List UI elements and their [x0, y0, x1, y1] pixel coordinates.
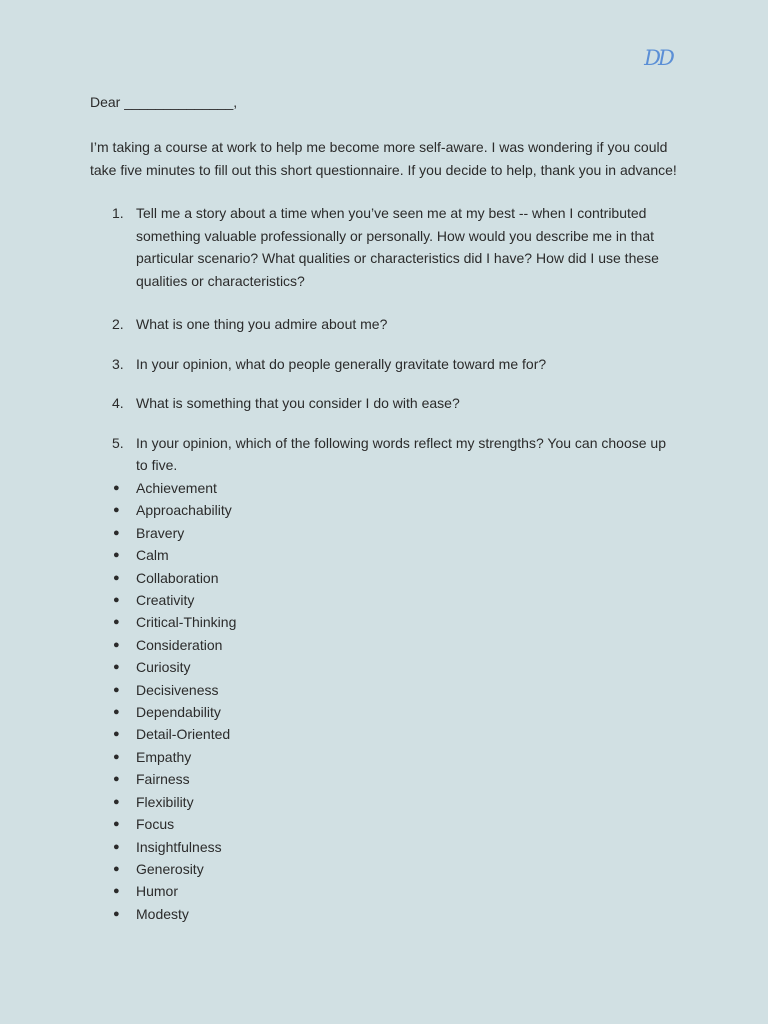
bullet-icon: ● — [113, 526, 120, 539]
question-number: 4. — [112, 395, 124, 411]
bullet-icon: ● — [113, 549, 120, 562]
question-text: Tell me a story about a time when you’ve seen me at my best -- when I contributed something valuable professionally or personally. How would you describe me in that particular scenario? What qualities or characteristics did I have? How did I use these qualities or characteristics? — [136, 205, 659, 289]
strength-label: Approachability — [136, 502, 232, 519]
strength-item — [90, 544, 680, 566]
strength-label: Decisiveness — [136, 681, 219, 698]
strength-label: Humor — [136, 883, 179, 900]
strength-item — [90, 477, 680, 499]
question-text: What is one thing you admire about me? — [136, 316, 388, 332]
strength-item — [90, 746, 680, 768]
greeting-line: Dear ______________, — [90, 94, 238, 110]
strength-label: Bravery — [136, 524, 185, 541]
strength-label: Collaboration — [136, 569, 219, 586]
strength-item — [90, 499, 680, 521]
strength-item — [90, 567, 680, 589]
strength-item — [90, 679, 680, 701]
bullet-icon: ● — [113, 728, 120, 741]
bullet-icon: ● — [113, 638, 120, 651]
strength-item — [90, 858, 680, 880]
strength-item — [90, 723, 680, 745]
strength-item — [90, 634, 680, 656]
strength-item — [90, 791, 680, 813]
strengths-list — [90, 477, 680, 925]
question-number: 2. — [112, 316, 124, 332]
bullet-icon: ● — [113, 482, 120, 494]
bullet-icon: ● — [113, 683, 120, 696]
strength-label: Dependability — [136, 704, 221, 721]
strength-label: Calm — [136, 547, 169, 564]
strength-item — [90, 701, 680, 723]
question-number: 1. — [112, 205, 124, 221]
strength-item — [90, 836, 680, 858]
strength-label: Empathy — [136, 748, 192, 765]
bullet-icon: ● — [113, 750, 120, 763]
question-text: In your opinion, which of the following words reflect my strengths? You can choose up to five. — [136, 434, 666, 473]
question-item — [90, 353, 680, 376]
strength-label: Critical-Thinking — [136, 614, 237, 631]
bullet-icon: ● — [113, 594, 120, 607]
question-number: 3. — [112, 355, 124, 372]
strength-item — [90, 813, 680, 835]
strength-label: Consideration — [136, 636, 223, 653]
bullet-icon: ● — [113, 571, 120, 584]
strength-label: Modesty — [136, 905, 189, 922]
bullet-icon: ● — [113, 616, 120, 629]
bullet-icon: ● — [113, 773, 120, 786]
strength-item — [90, 903, 680, 925]
question-list — [90, 202, 680, 477]
strength-label: Achievement — [136, 480, 217, 496]
strength-item — [90, 611, 680, 633]
strength-item — [90, 768, 680, 790]
question-item — [90, 432, 680, 477]
strength-label: Creativity — [136, 592, 195, 609]
bullet-icon: ● — [113, 504, 120, 517]
bullet-icon: ● — [113, 907, 120, 920]
strength-label: Fairness — [136, 771, 190, 788]
bullet-icon: ● — [113, 862, 120, 875]
strength-label: Insightfulness — [136, 838, 222, 855]
intro-paragraph: I’m taking a course at work to help me become more self-aware. I was wondering if you could take five minutes to fill out this short questionnaire. If you decide to help, thank you in advance! — [90, 139, 677, 178]
strength-label: Detail-Oriented — [136, 726, 231, 743]
bullet-icon: ● — [113, 818, 120, 831]
monogram-logo: DD — [644, 46, 672, 70]
strength-label: Curiosity — [136, 659, 191, 676]
strength-label: Generosity — [136, 860, 204, 877]
bullet-icon: ● — [113, 840, 120, 853]
bullet-icon: ● — [113, 795, 120, 808]
strength-item — [90, 656, 680, 678]
bullet-icon: ● — [113, 885, 120, 898]
question-number: 5. — [112, 434, 124, 451]
question-item — [90, 202, 680, 292]
strength-label: Focus — [136, 816, 175, 833]
question-text: What is something that you consider I do with ease? — [136, 395, 460, 411]
question-item — [90, 392, 680, 415]
bullet-icon: ● — [113, 661, 120, 674]
question-text: In your opinion, what do people generally gravitate toward me for? — [136, 355, 547, 372]
strength-item — [90, 522, 680, 544]
question-item — [90, 313, 680, 336]
strength-label: Flexibility — [136, 793, 194, 810]
strength-item — [90, 880, 680, 902]
strength-item — [90, 589, 680, 611]
bullet-icon: ● — [113, 706, 120, 719]
